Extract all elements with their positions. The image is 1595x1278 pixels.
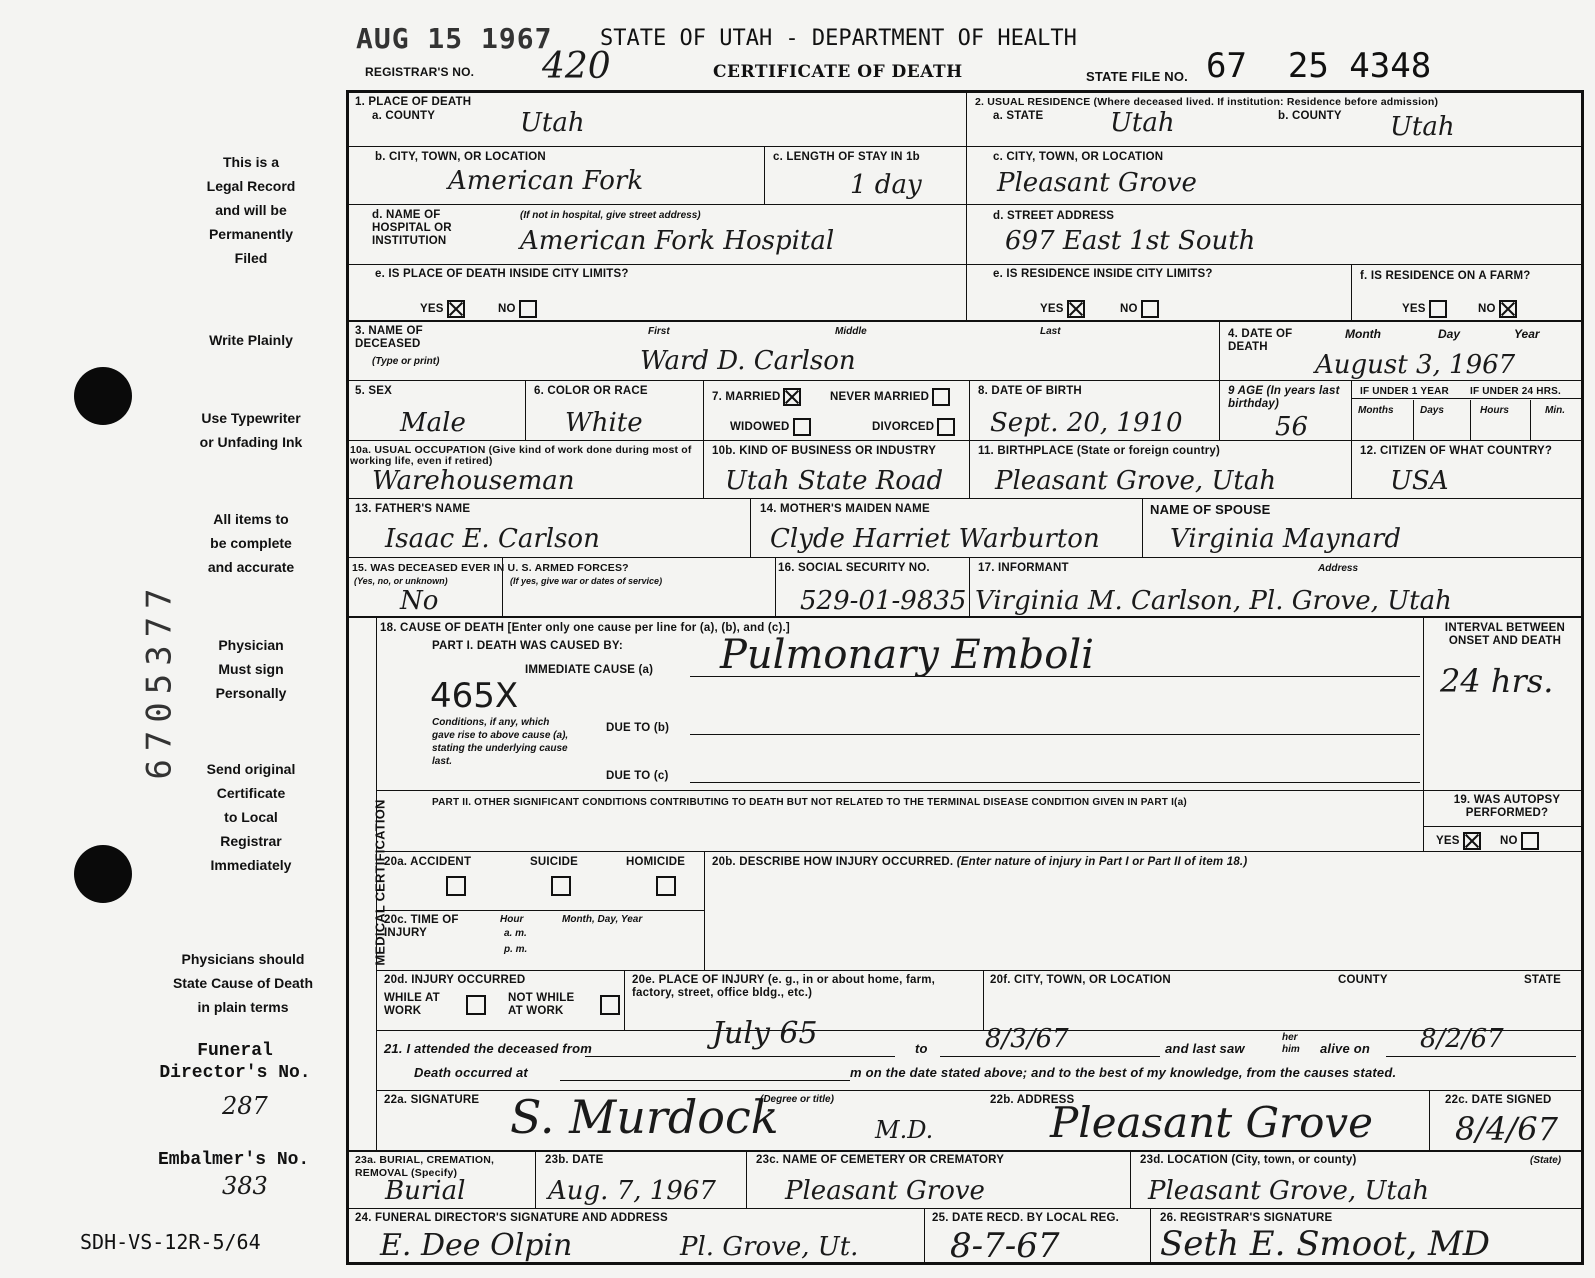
checkbox-checked[interactable] xyxy=(783,388,801,406)
checkbox[interactable] xyxy=(519,300,537,318)
state-paren-label: (State) xyxy=(1530,1155,1562,1166)
mother-value: Clyde Harriet Warburton xyxy=(770,524,1100,554)
day-label: Day xyxy=(1438,327,1461,341)
checkbox[interactable] xyxy=(1429,300,1447,318)
death-county-value: Utah xyxy=(520,108,585,138)
inside-city-yes[interactable]: YES xyxy=(420,300,465,318)
race-label: 6. COLOR OR RACE xyxy=(534,385,648,397)
residence-state-label: a. STATE xyxy=(993,110,1044,122)
registrar-number: 420 xyxy=(542,46,611,87)
city-label: b. CITY, TOWN, OR LOCATION xyxy=(375,151,546,163)
year-label: Year xyxy=(1514,327,1540,341)
married-option[interactable]: 7. MARRIED xyxy=(712,388,801,406)
injury-occurred-label: 20d. INJURY OCCURRED xyxy=(384,974,526,986)
hour-label: Hour xyxy=(500,914,524,925)
spouse-label: NAME OF SPOUSE xyxy=(1150,502,1271,517)
date-of-death-label: 4. DATE OF DEATH xyxy=(1228,328,1293,353)
armed-forces-label: 15. WAS DECEASED EVER IN U. S. ARMED FORCES? xyxy=(352,562,629,574)
accident-label: 20a. ACCIDENT xyxy=(384,856,472,868)
on-date-stated-text: m on the date stated above; and to the best of my knowledge, from the causes stated. xyxy=(850,1065,1397,1080)
length-of-stay-label: c. LENGTH OF STAY IN 1b xyxy=(773,151,920,163)
interval-value: 24 hrs. xyxy=(1440,662,1554,700)
ssn-label: 16. SOCIAL SECURITY NO. xyxy=(778,562,930,574)
checkbox[interactable] xyxy=(1141,300,1159,318)
immediate-cause-label: IMMEDIATE CAUSE (a) xyxy=(525,664,654,676)
mother-label: 14. MOTHER'S MAIDEN NAME xyxy=(760,503,930,515)
suicide-checkbox[interactable] xyxy=(551,876,571,896)
never-married-option[interactable]: NEVER MARRIED xyxy=(830,388,950,406)
not-while-at-work-checkbox[interactable] xyxy=(600,995,620,1015)
min-label: Min. xyxy=(1545,405,1565,416)
attended-from-value: July 65 xyxy=(712,1016,818,1051)
attended-label: 21. I attended the deceased from xyxy=(384,1041,592,1056)
checkbox[interactable] xyxy=(793,418,811,436)
state-file-number: 67 25 4348 xyxy=(1206,46,1432,86)
length-of-stay-value: 1 day xyxy=(850,170,922,200)
typewriter-note: Use Typewriter or Unfading Ink xyxy=(199,410,303,450)
race-value: White xyxy=(565,408,643,438)
checkbox-checked[interactable] xyxy=(1499,300,1517,318)
funeral-director-label: Funeral Director's No. xyxy=(159,1041,311,1083)
burial-date-label: 23b. DATE xyxy=(545,1154,604,1166)
physician-address-label: 22b. ADDRESS xyxy=(990,1094,1075,1106)
age-label: 9 AGE (In years last birthday) xyxy=(1228,385,1340,410)
residence-city-label: c. CITY, TOWN, OR LOCATION xyxy=(993,151,1164,163)
res-inside-city-no[interactable]: NO xyxy=(1120,300,1159,318)
autopsy-label: 19. WAS AUTOPSY PERFORMED? xyxy=(1453,794,1561,819)
homicide-checkbox[interactable] xyxy=(656,876,676,896)
punch-hole xyxy=(74,367,132,425)
father-label: 13. FATHER'S NAME xyxy=(355,503,471,515)
under-one-year-label: IF UNDER 1 YEAR xyxy=(1360,386,1449,397)
cemetery-value: Pleasant Grove xyxy=(785,1176,985,1206)
embalmer-number: 383 xyxy=(222,1172,268,1200)
ssn-value: 529-01-9835 xyxy=(800,586,967,616)
widowed-option[interactable]: WIDOWED xyxy=(730,418,811,436)
middle-label: Middle xyxy=(835,326,867,337)
while-at-work-checkbox[interactable] xyxy=(466,995,486,1015)
dob-value: Sept. 20, 1910 xyxy=(990,408,1183,438)
business-value: Utah State Road xyxy=(725,466,944,496)
first-label: First xyxy=(648,326,670,337)
injury-state-label: STATE xyxy=(1524,974,1561,986)
to-label: to xyxy=(915,1041,928,1056)
residence-county-label: b. COUNTY xyxy=(1278,110,1342,122)
burial-location-label: 23d. LOCATION (City, town, or county) xyxy=(1140,1154,1357,1166)
vertical-serial-number: 6705377 xyxy=(139,580,180,780)
date-signed-value: 8/4/67 xyxy=(1455,1110,1558,1148)
autopsy-no[interactable]: NO xyxy=(1500,832,1539,850)
all-items-note: All items to be complete and accurate xyxy=(207,511,295,575)
residence-county-value: Utah xyxy=(1390,112,1455,142)
state-file-label: STATE FILE NO. xyxy=(1086,69,1188,84)
last-label: Last xyxy=(1040,326,1061,337)
am-label: a. m. xyxy=(504,928,527,939)
sex-value: Male xyxy=(400,408,466,438)
birthplace-value: Pleasant Grove, Utah xyxy=(995,466,1277,496)
checkbox-checked[interactable] xyxy=(447,300,465,318)
citizen-value: USA xyxy=(1390,466,1449,496)
funeral-director-address: Pl. Grove, Ut. xyxy=(680,1232,859,1262)
checkbox-checked[interactable] xyxy=(1067,300,1085,318)
send-original-note: Send original Certificate to Local Registrar Immediately xyxy=(206,761,296,873)
hospital-note: (If not in hospital, give street address) xyxy=(520,210,701,221)
farm-no[interactable]: NO xyxy=(1478,300,1517,318)
age-value: 56 xyxy=(1275,412,1309,442)
describe-injury-label: 20b. DESCRIBE HOW INJURY OCCURRED. (Enter nature of injury in Part I or Part II of item 18.) xyxy=(712,856,1248,868)
date-signed-label: 22c. DATE SIGNED xyxy=(1445,1094,1552,1106)
armed-forces-value: No xyxy=(400,586,439,616)
due-to-c-label: DUE TO (c) xyxy=(606,770,669,782)
certificate-title: CERTIFICATE OF DEATH xyxy=(713,62,963,82)
physician-sign-note: Physician Must sign Personally xyxy=(215,637,287,701)
autopsy-yes[interactable]: YES xyxy=(1436,832,1481,850)
last-saw-label: and last saw xyxy=(1165,1041,1245,1056)
burial-date-value: Aug. 7, 1967 xyxy=(548,1176,716,1206)
immediate-cause-value: Pulmonary Emboli xyxy=(720,632,1094,678)
date-received-value: 8-7-67 xyxy=(950,1226,1060,1266)
place-of-injury-label: 20e. PLACE OF INJURY (e. g., in or about home, farm, factory, street, office bldg., etc.) xyxy=(632,974,936,999)
cemetery-label: 23c. NAME OF CEMETERY OR CREMATORY xyxy=(756,1154,1005,1166)
father-value: Isaac E. Carlson xyxy=(385,524,600,554)
checkbox-checked[interactable] xyxy=(1463,832,1481,850)
form-code: SDH-VS-12R-5/64 xyxy=(80,1230,261,1254)
funeral-director-signature: E. Dee Olpin xyxy=(380,1228,573,1263)
death-city-value: American Fork xyxy=(448,166,644,196)
date-of-death-value: August 3, 1967 xyxy=(1315,350,1516,380)
part-one-label: PART I. DEATH WAS CAUSED BY: xyxy=(432,640,623,652)
disease-code: 465X xyxy=(430,676,519,716)
address-label: Address xyxy=(1318,563,1359,574)
inside-city-no[interactable]: NO xyxy=(498,300,537,318)
punch-hole xyxy=(74,845,132,903)
medical-certification-label: MEDICAL CERTIFICATION xyxy=(372,799,388,966)
place-of-death-label: 1. PLACE OF DEATH xyxy=(355,96,472,108)
physician-address-value: Pleasant Grove xyxy=(1050,1098,1373,1147)
farm-label: f. IS RESIDENCE ON A FARM? xyxy=(1360,270,1531,282)
month-day-year-label: Month, Day, Year xyxy=(562,914,643,925)
farm-yes[interactable]: YES xyxy=(1402,300,1447,318)
deceased-name-value: Ward D. Carlson xyxy=(640,346,856,376)
due-to-b-label: DUE TO (b) xyxy=(606,722,670,734)
attended-to-value: 8/3/67 xyxy=(985,1024,1069,1054)
homicide-label: HOMICIDE xyxy=(626,856,686,868)
suicide-label: SUICIDE xyxy=(530,856,579,868)
cause-of-death-label: 18. CAUSE OF DEATH [Enter only one cause per line for (a), (b), and (c).] xyxy=(380,622,790,634)
date-received-label: 25. DATE RECD. BY LOCAL REG. xyxy=(932,1212,1120,1224)
write-plainly-note: Write Plainly xyxy=(209,332,293,348)
residence-city-value: Pleasant Grove xyxy=(997,168,1197,198)
business-label: 10b. KIND OF BUSINESS OR INDUSTRY xyxy=(712,445,937,457)
received-stamp: AUG 15 1967 xyxy=(356,22,553,55)
days-label: Days xyxy=(1420,405,1444,416)
hospital-value: American Fork Hospital xyxy=(520,226,835,256)
dob-label: 8. DATE OF BIRTH xyxy=(978,385,1082,397)
death-occurred-label: Death occurred at xyxy=(414,1065,528,1080)
street-address-value: 697 East 1st South xyxy=(1005,226,1256,256)
type-or-print-note: (Type or print) xyxy=(372,356,440,367)
armed-note: (Yes, no, or unknown) xyxy=(354,576,448,586)
part-two-label: PART II. OTHER SIGNIFICANT CONDITIONS CONTRIBUTING TO DEATH BUT NOT RELATED TO THE TERMINAL DISEASE CONDITION GIVEN IN PART I(a) xyxy=(432,797,1187,808)
disposition-value: Burial xyxy=(385,1176,466,1206)
checkbox[interactable] xyxy=(1521,832,1539,850)
burial-location-value: Pleasant Grove, Utah xyxy=(1148,1176,1430,1206)
alive-on-label: alive on xyxy=(1320,1041,1371,1056)
county-label: a. COUNTY xyxy=(372,110,436,122)
injury-city-label: 20f. CITY, TOWN, OR LOCATION xyxy=(990,974,1171,986)
registrar-signature: Seth E. Smoot, MD xyxy=(1160,1224,1491,1264)
residence-state-value: Utah xyxy=(1110,108,1175,138)
month-label: Month xyxy=(1345,327,1381,341)
funeral-director-number: 287 xyxy=(222,1092,268,1120)
street-address-label: d. STREET ADDRESS xyxy=(993,210,1115,222)
burial-label: 23a. BURIAL, CREMATION, REMOVAL (Specify) xyxy=(355,1154,495,1179)
hours-label: Hours xyxy=(1480,405,1509,416)
time-of-injury-label: 20c. TIME OF INJURY xyxy=(384,914,459,939)
birthplace-label: 11. BIRTHPLACE (State or foreign country) xyxy=(978,445,1221,457)
res-inside-city-yes[interactable]: YES xyxy=(1040,300,1085,318)
registrar-signature-label: 26. REGISTRAR'S SIGNATURE xyxy=(1160,1212,1333,1224)
her-him-label: her him xyxy=(1282,1032,1300,1055)
occupation-label: 10a. USUAL OCCUPATION (Give kind of work done during most of working life, even if retired) xyxy=(350,444,692,467)
funeral-director-signature-label: 24. FUNERAL DIRECTOR'S SIGNATURE AND ADDRESS xyxy=(355,1212,668,1224)
name-label: 3. NAME OF DECEASED xyxy=(355,325,423,350)
checkbox[interactable] xyxy=(932,388,950,406)
last-seen-value: 8/2/67 xyxy=(1420,1024,1504,1054)
spouse-value: Virginia Maynard xyxy=(1170,524,1401,554)
accident-checkbox[interactable] xyxy=(446,876,466,896)
form-header-title: STATE OF UTAH - DEPARTMENT OF HEALTH xyxy=(600,26,1077,51)
degree-label: (Degree or title) xyxy=(760,1094,834,1105)
war-note: (If yes, give war or dates of service) xyxy=(510,576,663,586)
under-24-hrs-label: IF UNDER 24 HRS. xyxy=(1470,386,1561,397)
embalmer-label: Embalmer's No. xyxy=(158,1150,310,1170)
checkbox[interactable] xyxy=(937,418,955,436)
physicians-should-note: Physicians should State Cause of Death in plain terms xyxy=(172,951,314,1015)
physician-signature: S. Murdock xyxy=(510,1090,779,1144)
signature-label: 22a. SIGNATURE xyxy=(384,1094,480,1106)
usual-residence-label: 2. USUAL RESIDENCE (Where deceased lived. If institution: Residence before admission) xyxy=(975,96,1439,108)
legal-record-note: This is a Legal Record and will be Permanently Filed xyxy=(206,154,296,266)
registrar-number-label: REGISTRAR'S NO. xyxy=(365,65,475,79)
informant-value: Virginia M. Carlson, Pl. Grove, Utah xyxy=(975,586,1452,616)
informant-label: 17. INFORMANT xyxy=(978,562,1069,574)
injury-county-label: COUNTY xyxy=(1338,974,1388,986)
citizen-label: 12. CITIZEN OF WHAT COUNTRY? xyxy=(1360,445,1553,457)
months-label: Months xyxy=(1358,405,1394,416)
occupation-value: Warehouseman xyxy=(372,466,575,496)
while-at-work-label: WHILE AT WORK xyxy=(384,992,440,1017)
divorced-option[interactable]: DIVORCED xyxy=(872,418,955,436)
res-inside-city-label: e. IS RESIDENCE INSIDE CITY LIMITS? xyxy=(993,268,1213,280)
sex-label: 5. SEX xyxy=(355,385,392,397)
pm-label: p. m. xyxy=(504,944,528,955)
conditions-note: Conditions, if any, which gave rise to above cause (a), stating the underlying cause last. xyxy=(432,717,569,767)
not-while-at-work-label: NOT WHILE AT WORK xyxy=(508,992,575,1017)
interval-label: INTERVAL BETWEEN ONSET AND DEATH xyxy=(1444,622,1566,647)
degree-value: M.D. xyxy=(875,1116,934,1144)
inside-city-label: e. IS PLACE OF DEATH INSIDE CITY LIMITS? xyxy=(375,268,629,280)
hospital-label: d. NAME OF HOSPITAL OR INSTITUTION xyxy=(372,209,452,247)
